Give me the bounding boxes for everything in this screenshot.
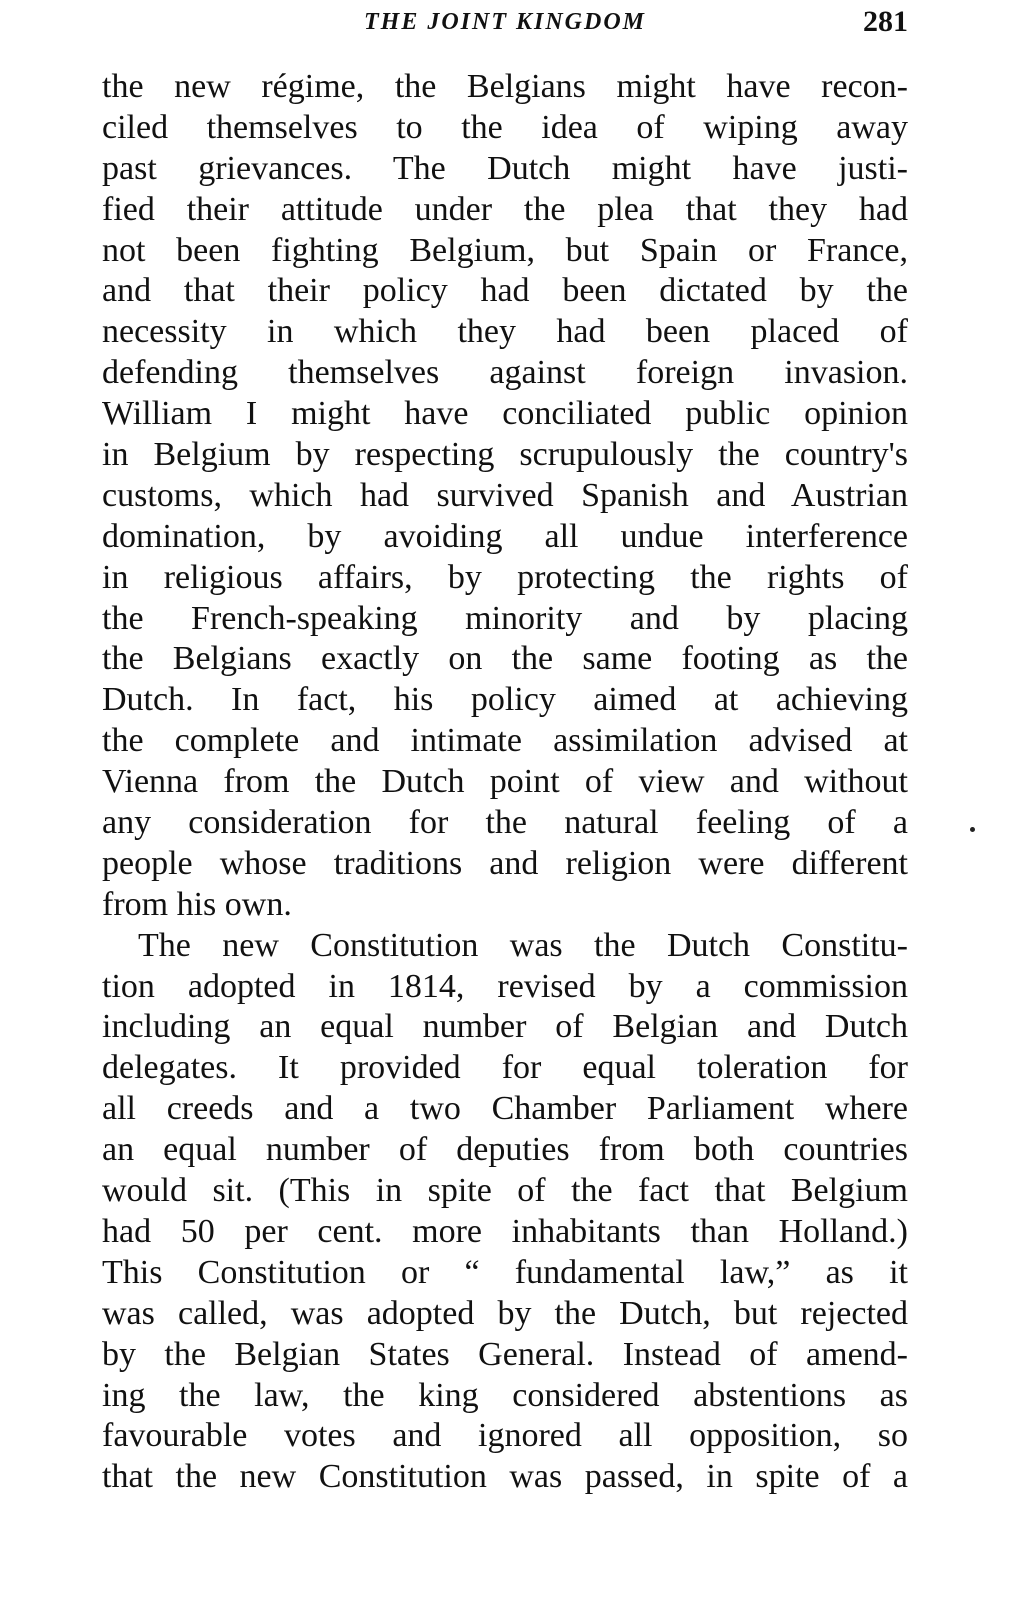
text-line: including an equal number of Belgian and Dutch: [102, 1008, 908, 1046]
text-line: not been fighting Belgium, but Spain or France,: [102, 231, 908, 269]
text-line: favourable votes and ignored all opposition, so: [102, 1417, 908, 1455]
text-line: all creeds and a two Chamber Parliament where: [102, 1090, 908, 1128]
text-line: delegates. It provided for equal toleration for: [102, 1049, 908, 1087]
running-head: [102, 4, 908, 40]
page-number: 281: [863, 5, 908, 38]
text-line: in Belgium by respecting scrupulously the country's: [102, 436, 908, 474]
paragraph-2: [102, 926, 908, 1498]
text-line: had 50 per cent. more inhabitants than Holland.): [102, 1212, 908, 1250]
text-line: ciled themselves to the idea of wiping away: [102, 108, 908, 146]
text-line: by the Belgian States General. Instead of amend-: [102, 1335, 908, 1373]
text-line: customs, which had survived Spanish and Austrian: [102, 476, 908, 514]
running-title: THE JOINT KINGDOM: [363, 9, 646, 35]
text-line: necessity in which they had been placed of: [102, 313, 908, 351]
text-line: from his own.: [102, 885, 292, 923]
text-line: any consideration for the natural feeling of a: [102, 804, 908, 842]
text-line: was called, was adopted by the Dutch, but rejected: [102, 1294, 908, 1332]
text-line: This Constitution or “ fundamental law,” as it: [102, 1253, 908, 1291]
text-line: the Belgians exactly on the same footing as the: [102, 640, 908, 678]
text-line: Vienna from the Dutch point of view and without: [102, 763, 908, 801]
text-line: domination, by avoiding all undue interference: [102, 517, 908, 555]
text-line: an equal number of deputies from both countries: [102, 1131, 908, 1169]
text-line: and that their policy had been dictated by the: [102, 272, 908, 310]
text-line: The new Constitution was the Dutch Constitu-: [138, 926, 908, 964]
text-line: people whose traditions and religion were different: [102, 844, 908, 882]
text-line: fied their attitude under the plea that they had: [102, 190, 908, 228]
text-line: the new régime, the Belgians might have recon-: [102, 68, 908, 105]
text-line: would sit. (This in spite of the fact that Belgium: [102, 1172, 908, 1210]
scan-speck: [970, 827, 975, 832]
text-line: in religious affairs, by protecting the rights of: [102, 558, 908, 596]
text-line: the complete and intimate assimilation advised at: [102, 722, 908, 760]
text-line: the French-speaking minority and by placing: [102, 599, 908, 637]
text-line: William I might have conciliated public opinion: [102, 395, 908, 433]
text-line: Dutch. In fact, his policy aimed at achieving: [102, 681, 908, 719]
text-line: ing the law, the king considered abstentions as: [102, 1376, 908, 1414]
body-text: [102, 67, 908, 1498]
text-line: tion adopted in 1814, revised by a commission: [102, 967, 908, 1005]
text-line: that the new Constitution was passed, in spite of a: [102, 1458, 908, 1496]
text-line: past grievances. The Dutch might have justi-: [102, 149, 908, 187]
paragraph-1: [102, 67, 908, 926]
text-line: defending themselves against foreign invasion.: [102, 354, 908, 392]
